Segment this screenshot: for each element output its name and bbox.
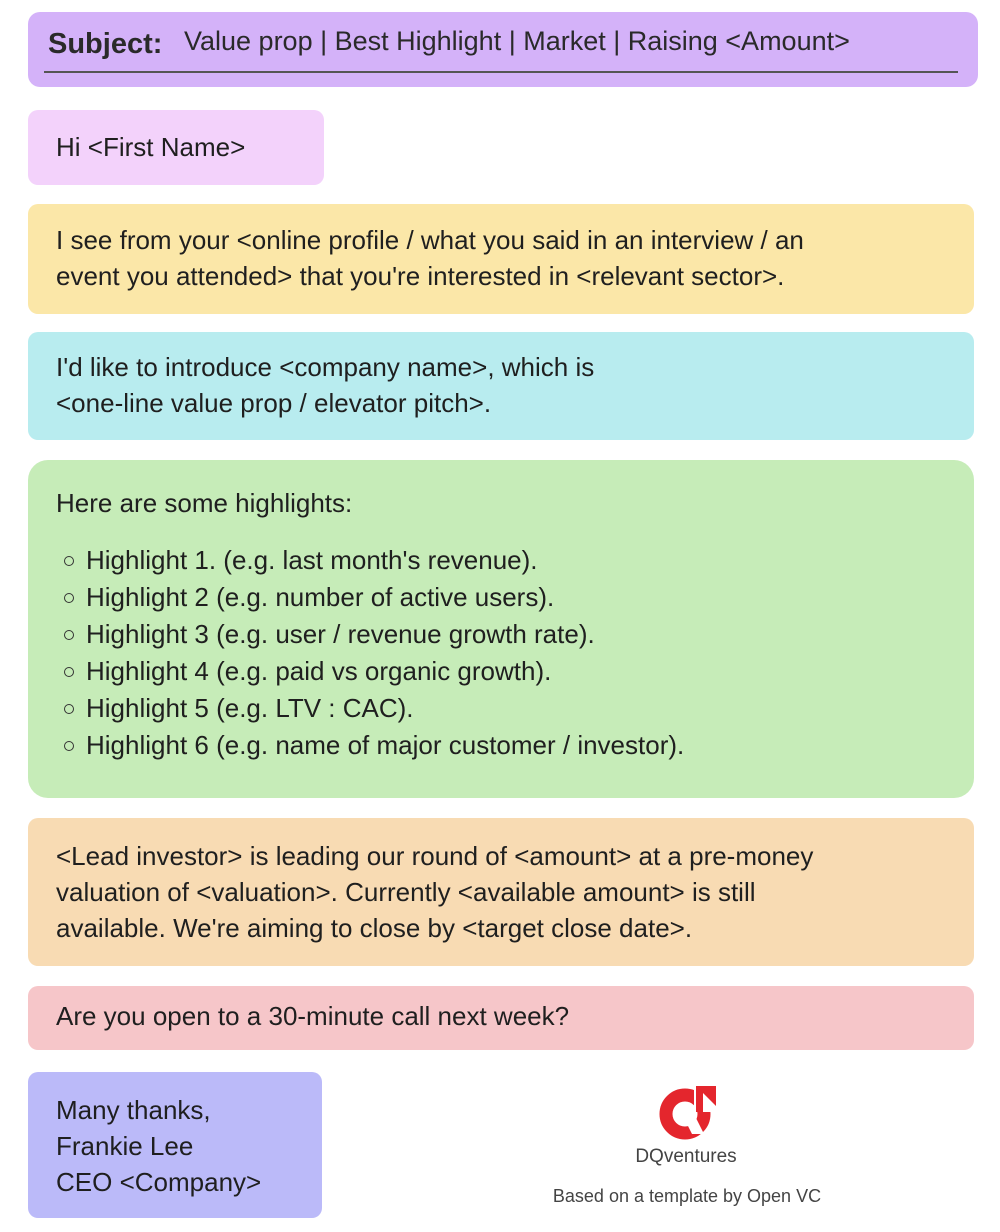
highlight-text: Highlight 4 (e.g. paid vs organic growth). xyxy=(86,656,552,686)
highlight-text: Highlight 6 (e.g. name of major customer / investor). xyxy=(86,730,685,760)
subject-block xyxy=(28,12,978,87)
highlight-item xyxy=(64,579,684,616)
greeting-block xyxy=(28,110,324,185)
subject-value: Value prop | Best Highlight | Market | Raising <Amount> xyxy=(184,26,850,56)
company-intro-block xyxy=(28,332,974,440)
highlights-heading: Here are some highlights: xyxy=(56,488,353,518)
highlight-text: Highlight 1. (e.g. last month's revenue). xyxy=(86,545,538,575)
signoff-block xyxy=(28,1072,322,1218)
highlight-item xyxy=(64,653,684,690)
highlights-block xyxy=(28,460,974,798)
highlight-item xyxy=(64,542,684,579)
bullet-icon xyxy=(64,667,74,677)
bullet-icon xyxy=(64,704,74,714)
intro-block xyxy=(28,204,974,314)
bullet-icon xyxy=(64,556,74,566)
bullet-icon xyxy=(64,593,74,603)
call-to-action-text: Are you open to a 30-minute call next week? xyxy=(56,1001,570,1031)
bullet-icon xyxy=(64,741,74,751)
signoff-text: Many thanks, Frankie Lee CEO <Company> xyxy=(56,1095,262,1197)
call-to-action-block xyxy=(28,986,974,1050)
funding-round-block xyxy=(28,818,974,966)
template-credit: Based on a template by Open VC xyxy=(552,1186,822,1206)
highlight-item xyxy=(64,616,684,653)
highlight-item xyxy=(64,727,684,764)
highlight-item xyxy=(64,690,684,727)
subject-divider xyxy=(44,71,958,73)
subject-label: Subject: xyxy=(48,28,163,60)
highlight-text: Highlight 2 (e.g. number of active users). xyxy=(86,582,555,612)
company-intro-text: I'd like to introduce <company name>, which is <one-line value prop / elevator pitch>. xyxy=(56,352,595,418)
brand-name: DQventures xyxy=(635,1146,737,1167)
highlight-text: Highlight 3 (e.g. user / revenue growth rate). xyxy=(86,619,595,649)
highlights-list xyxy=(64,542,684,764)
intro-text: I see from your <online profile / what you said in an interview / an event you attended> that you're interested in <relevant sector>. xyxy=(56,225,804,291)
greeting-text: Hi <First Name> xyxy=(56,132,246,162)
highlight-text: Highlight 5 (e.g. LTV : CAC). xyxy=(86,693,414,723)
dq-logo-icon xyxy=(652,1080,722,1144)
funding-round-text: <Lead investor> is leading our round of <amount> at a pre-money valuation of <valuation>. Currently <available amount> is still available. We're aiming to close by <target close date>. xyxy=(56,841,814,943)
bullet-icon xyxy=(64,630,74,640)
